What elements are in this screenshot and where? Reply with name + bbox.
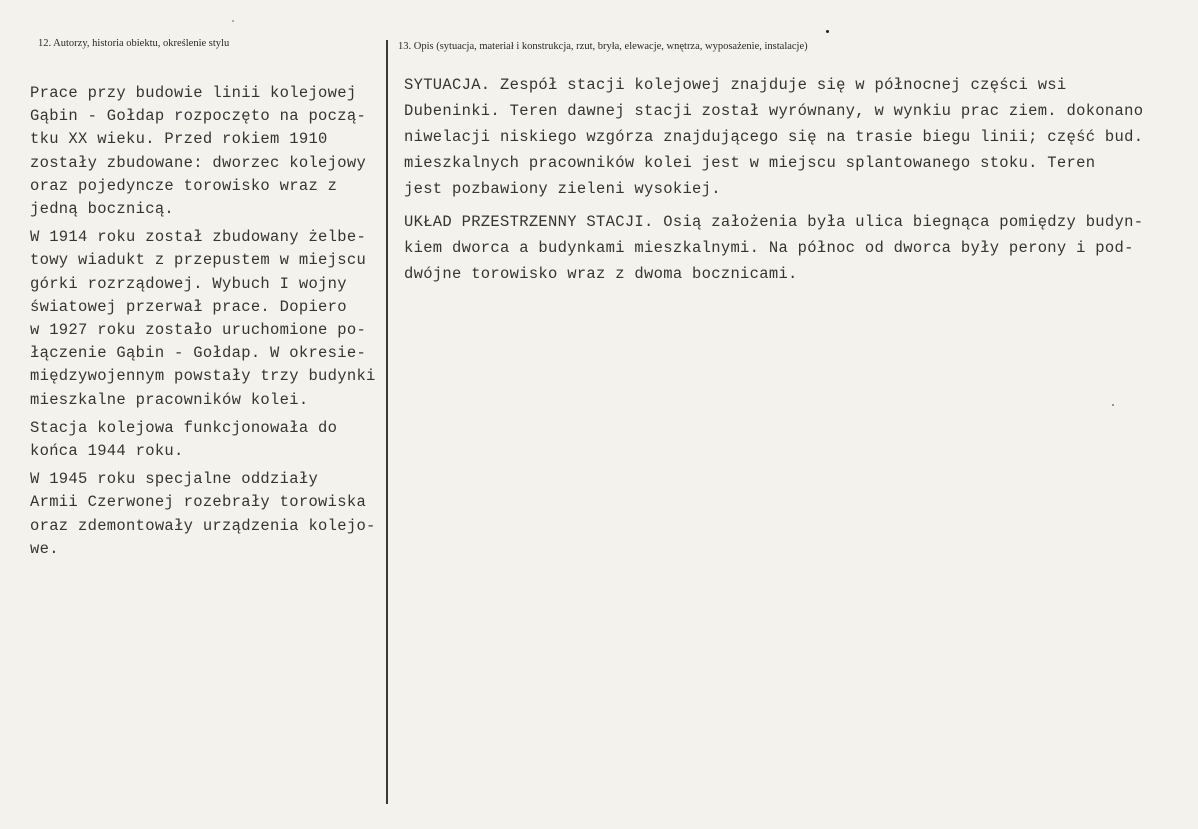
text-line: w 1927 roku zostało uruchomione po-: [30, 321, 367, 340]
text-line: W 1914 roku został zbudowany żelbe-: [30, 228, 367, 247]
text-line: Stacja kolejowa funkcjonowała do: [30, 418, 338, 437]
description-paragraph-2: [404, 209, 1143, 287]
text-line: jedną bocznicą.: [30, 200, 175, 219]
text-line: niwelacji niskiego wzgórza znajdującego się na trasie biegu linii; część bud.: [404, 128, 1144, 146]
text-line: międzywojennym powstały trzy budynki: [30, 367, 376, 386]
text-line: W 1945 roku specjalne oddziały: [30, 470, 319, 489]
text-line: łączenie Gąbin - Gołdap. W okresie-: [30, 344, 367, 363]
text-line: Dubeninki. Teren dawnej stacji został wyrównany, w wynkiu prac ziem. dokonano: [404, 102, 1144, 120]
text-line: mieszkalnych pracowników kolei jest w miejscu splantowanego stoku. Teren: [404, 154, 1096, 172]
text-line: SYTUACJA. Zespół stacji kolejowej znajduje się w północnej części wsi: [404, 76, 1067, 94]
field-12-label: 12. Autorzy, historia obiektu, określenie stylu: [38, 38, 230, 49]
text-line: światowej przerwał prace. Dopiero: [30, 297, 347, 316]
description-text: [404, 72, 1143, 294]
history-paragraph-2: [30, 226, 376, 412]
description-paragraph-1: [404, 72, 1143, 202]
ink-speck: [1112, 404, 1114, 406]
ink-speck: [826, 30, 829, 33]
text-line: towy wiadukt z przepustem w miejscu: [30, 251, 367, 270]
text-line: we.: [30, 539, 59, 558]
field-13-label: 13. Opis (sytuacja, materiał i konstrukcja, rzut, bryła, elewacje, wnętrza, wyposażenie, instalacje): [398, 41, 808, 52]
text-line: dwójne torowisko wraz z dwoma bocznicami.: [404, 265, 798, 283]
history-text: [30, 82, 376, 566]
text-line: tku XX wieku. Przed rokiem 1910: [30, 130, 328, 149]
text-line: końca 1944 roku.: [30, 442, 184, 461]
ink-speck: [232, 20, 234, 22]
text-line: jest pozbawiony zieleni wysokiej.: [404, 180, 721, 198]
history-paragraph-4: [30, 468, 376, 561]
text-line: UKŁAD PRZESTRZENNY STACJI. Osią założenia była ulica biegnąca pomiędzy budyn-: [404, 213, 1144, 231]
text-line: oraz zdemontowały urządzenia kolejo-: [30, 516, 376, 535]
text-line: oraz pojedyncze torowisko wraz z: [30, 176, 338, 195]
column-divider: [386, 40, 388, 804]
text-line: Gąbin - Gołdap rozpoczęto na począ-: [30, 107, 367, 126]
history-paragraph-3: [30, 417, 376, 463]
text-line: kiem dworca a budynkami mieszkalnymi. Na północ od dworca były perony i pod-: [404, 239, 1134, 257]
text-line: zostały zbudowane: dworzec kolejowy: [30, 153, 367, 172]
text-line: górki rozrządowej. Wybuch I wojny: [30, 274, 347, 293]
text-line: Armii Czerwonej rozebrały torowiska: [30, 493, 367, 512]
text-line: mieszkalne pracowników kolei.: [30, 390, 309, 409]
text-line: Prace przy budowie linii kolejowej: [30, 84, 357, 102]
history-paragraph-1: [30, 82, 376, 221]
